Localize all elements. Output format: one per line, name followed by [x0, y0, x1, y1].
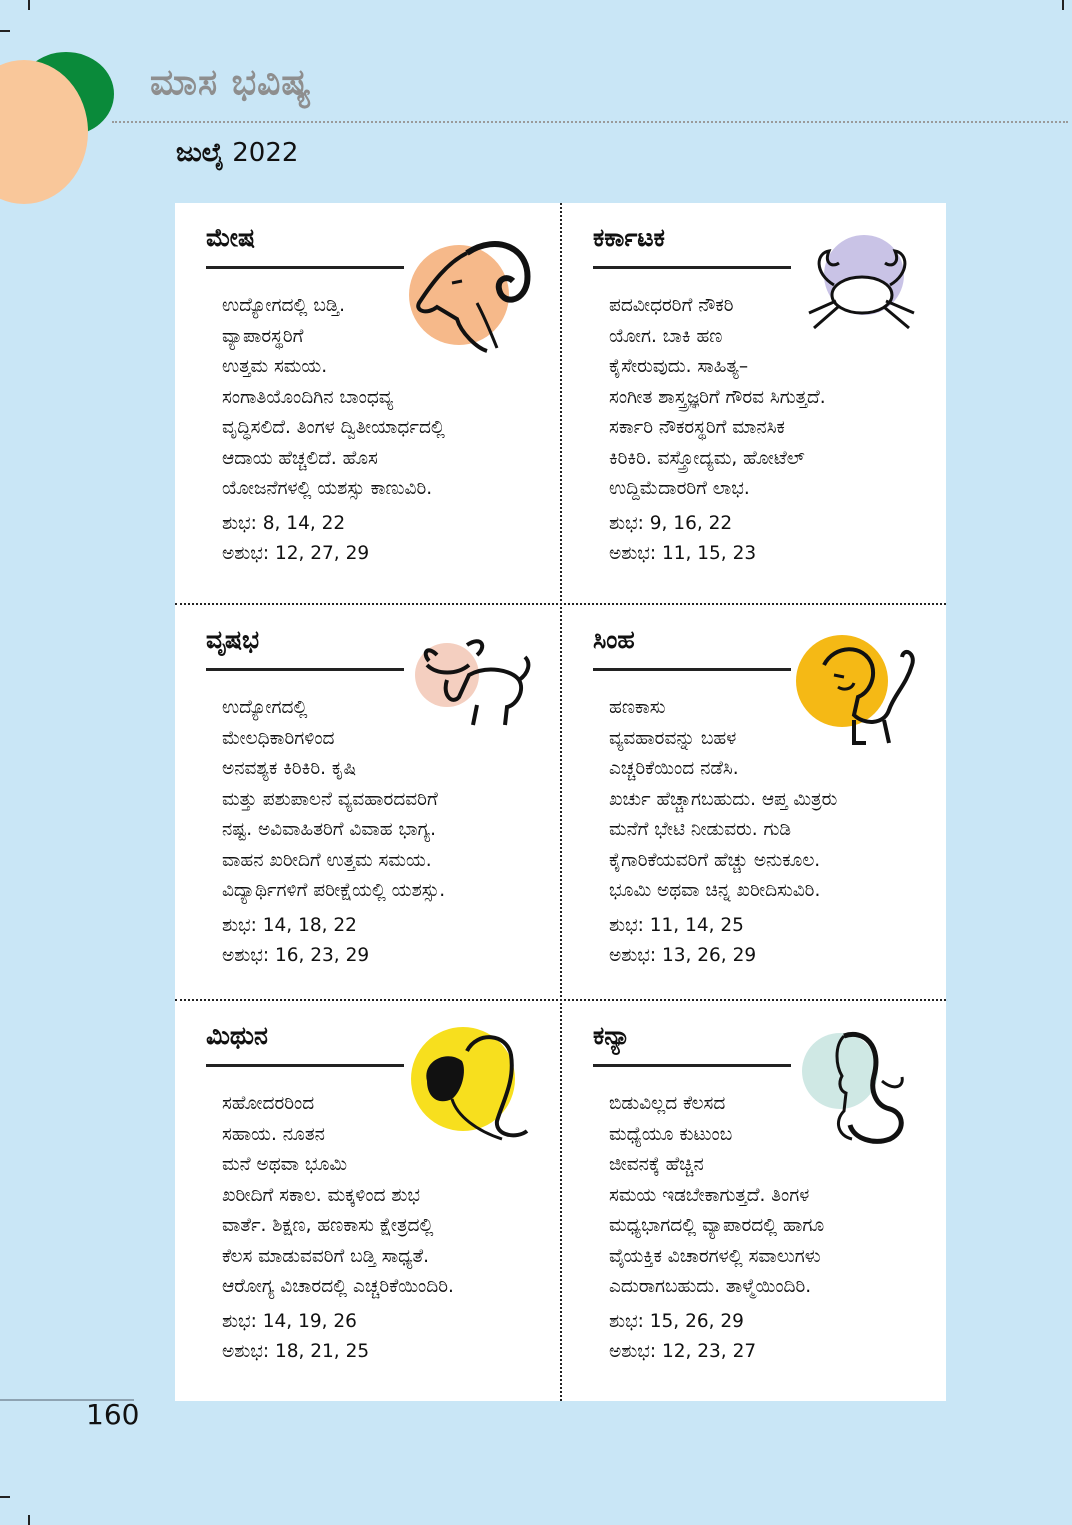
lucky-dates: ಶುಭ: 8, 14, 22: [222, 513, 346, 534]
lucky-dates: ಶುಭ: 11, 14, 25: [609, 915, 744, 936]
sign-card-kanya: [562, 1001, 947, 1399]
sign-description: ಸಹೋದರರಿಂದ ಸಹಾಯ. ನೂತನ ಮನೆ ಅಥವಾ ಭೂಮಿ ಖರೀದಿಗೆ ಸಕಾಲ. ಮಕ್ಕಳಿಂದ ಶುಭ ವಾರ್ತೆ. ಶಿಕ್ಷಣ, ಹಣಕಾಸು ಕ್ಷೇತ್ರದಲ್ಲಿ ಕೆಲಸ ಮಾಡುವವರಿಗೆ ಬಡ್ತಿ ಸಾಧ್ಯತೆ. ಆರೋಗ್ಯ ವಿಚಾರದಲ್ಲಿ ಎಚ್ಚರಿಕೆಯಿಂದಿರಿ.: [222, 1093, 454, 1297]
sign-title: ಸಿಂಹ: [593, 625, 635, 654]
title-underline: [206, 266, 404, 269]
page-number: 160: [86, 1398, 140, 1431]
sign-title: ವೃಷಭ: [206, 625, 260, 654]
sign-card-simha: [562, 605, 947, 1003]
sign-card-vrishabha: [175, 605, 560, 1003]
sign-title: ಕರ್ಕಾಟಕ: [593, 223, 665, 252]
unlucky-dates: ಅಶುಭ: 13, 26, 29: [609, 945, 757, 966]
lucky-dates: ಶುಭ: 9, 16, 22: [609, 513, 733, 534]
sign-description: ಉದ್ಯೋಗದಲ್ಲಿ ಮೇಲಧಿಕಾರಿಗಳಿಂದ ಅನವಶ್ಯಕ ಕಿರಿಕಿರಿ. ಕೃಷಿ ಮತ್ತು ಪಶುಪಾಲನೆ ವ್ಯವಹಾರದವರಿಗೆ ನಷ್ಟ. ಅವಿವಾಹಿತರಿಗೆ ವಿವಾಹ ಭಾಗ್ಯ. ವಾಹನ ಖರೀದಿಗೆ ಉತ್ತಮ ಸಮಯ. ವಿದ್ಯಾರ್ಥಿಗಳಿಗೆ ಪರೀಕ್ಷೆಯಲ್ಲಿ ಯಶಸ್ಸು.: [222, 697, 446, 901]
month-word: ಜುಲೈ: [176, 138, 224, 168]
crop-mark: [0, 30, 10, 32]
title-underline: [593, 668, 791, 671]
unlucky-dates: ಅಶುಭ: 11, 15, 23: [609, 543, 757, 564]
sign-description: ಉದ್ಯೋಗದಲ್ಲಿ ಬಡ್ತಿ. ವ್ಯಾಪಾರಸ್ಥರಿಗೆ ಉತ್ತಮ ಸಮಯ. ಸಂಗಾತಿಯೊಂದಿಗಿನ ಬಾಂಧವ್ಯ ವೃದ್ಧಿಸಲಿದೆ. ತಿಂಗಳ ದ್ವಿತೀಯಾರ್ಧದಲ್ಲಿ ಆದಾಯ ಹೆಚ್ಚಲಿದೆ. ಹೊಸ ಯೋಜನೆಗಳಲ್ಲಿ ಯಶಸ್ಸು ಕಾಣುವಿರಿ.: [222, 295, 445, 499]
sign-description: ಹಣಕಾಸು ವ್ಯವಹಾರವನ್ನು ಬಹಳ ಎಚ್ಚರಿಕೆಯಿಂದ ನಡೆಸಿ. ಖರ್ಚು ಹೆಚ್ಚಾಗಬಹುದು. ಆಪ್ತ ಮಿತ್ರರು ಮನೆಗೆ ಭೇಟಿ ನೀಡುವರು. ಗುಡಿ ಕೈಗಾರಿಕೆಯವರಿಗೆ ಹೆಚ್ಚು ಅನುಕೂಲ. ಭೂಮಿ ಅಥವಾ ಚಿನ್ನ ಖರೀದಿಸುವಿರಿ.: [609, 697, 838, 901]
month-heading: [176, 138, 298, 169]
header-divider: [112, 121, 1068, 123]
page-title: ಮಾಸ ಭವಿಷ್ಯ: [150, 62, 312, 103]
horoscope-panel: [175, 203, 946, 1401]
unlucky-dates: ಅಶುಭ: 16, 23, 29: [222, 945, 370, 966]
title-underline: [593, 266, 791, 269]
title-underline: [206, 1064, 404, 1067]
lucky-dates: ಶುಭ: 14, 18, 22: [222, 915, 357, 936]
lucky-dates: ಶುಭ: 14, 19, 26: [222, 1311, 357, 1332]
crop-mark: [28, 1515, 30, 1525]
title-underline: [206, 668, 404, 671]
sign-title: ಮೇಷ: [206, 223, 255, 252]
lucky-dates: ಶುಭ: 15, 26, 29: [609, 1311, 744, 1332]
sign-card-mithuna: [175, 1001, 560, 1399]
month-year: 2022: [232, 138, 299, 168]
unlucky-dates: ಅಶುಭ: 18, 21, 25: [222, 1341, 370, 1362]
unlucky-dates: ಅಶುಭ: 12, 23, 27: [609, 1341, 757, 1362]
title-underline: [593, 1064, 791, 1067]
sign-description: ಬಿಡುವಿಲ್ಲದ ಕೆಲಸದ ಮಧ್ಯೆಯೂ ಕುಟುಂಬ ಜೀವನಕ್ಕೆ ಹೆಚ್ಚಿನ ಸಮಯ ಇಡಬೇಕಾಗುತ್ತದೆ. ತಿಂಗಳ ಮಧ್ಯಭಾಗದಲ್ಲಿ ವ್ಯಾಪಾರದಲ್ಲಿ ಹಾಗೂ ವೈಯಕ್ತಿಕ ವಿಚಾರಗಳಲ್ಲಿ ಸವಾಲುಗಳು ಎದುರಾಗಬಹುದು. ತಾಳ್ಮೆಯಿಂದಿರಿ.: [609, 1093, 825, 1297]
sign-card-mesha: [175, 203, 560, 601]
sign-title: ಕನ್ಯಾ: [593, 1021, 631, 1050]
crop-mark: [0, 1496, 10, 1498]
sign-card-karkataka: [562, 203, 947, 601]
sign-description: ಪದವೀಧರರಿಗೆ ನೌಕರಿ ಯೋಗ. ಬಾಕಿ ಹಣ ಕೈಸೇರುವುದು. ಸಾಹಿತ್ಯ– ಸಂಗೀತ ಶಾಸ್ತ್ರಜ್ಞರಿಗೆ ಗೌರವ ಸಿಗುತ್ತದೆ. ಸರ್ಕಾರಿ ನೌಕರಸ್ಥರಿಗೆ ಮಾನಸಿಕ ಕಿರಿಕಿರಿ. ವಸ್ತ್ರೋದ್ಯಮ, ಹೋಟೆಲ್ ಉದ್ದಿಮೆದಾರರಿಗೆ ಲಾಭ.: [609, 295, 826, 499]
crop-mark: [1062, 0, 1064, 10]
crop-mark: [28, 0, 30, 10]
sign-title: ಮಿಥುನ: [206, 1021, 268, 1050]
unlucky-dates: ಅಶುಭ: 12, 27, 29: [222, 543, 370, 564]
